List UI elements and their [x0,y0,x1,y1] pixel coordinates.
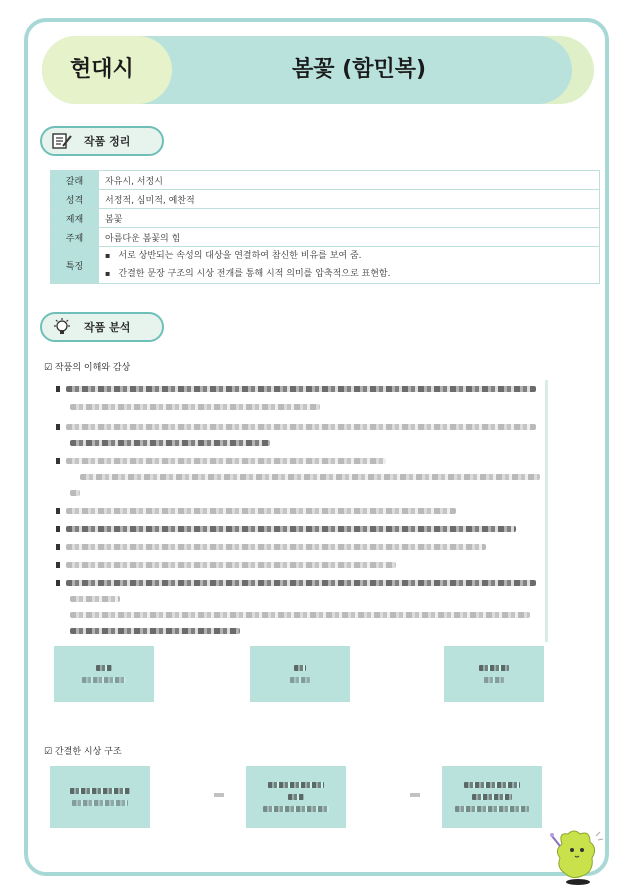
structure-box [246,766,346,828]
diagram-box [444,646,544,702]
obscured-line [56,402,542,412]
feature-item: ▪ 서로 상반되는 속성의 대상을 연결하여 참신한 비유를 보여 줌. [105,247,593,265]
obscured-line [56,488,542,498]
genre-label: 현대시 [70,57,134,82]
analysis-text-obscured [50,380,548,642]
diagram-box [250,646,350,702]
summary-table [50,170,600,284]
obscured-line [56,384,542,394]
obscured-line [56,542,542,552]
page-title: 봄꽃 (함민복) [292,57,427,82]
section-tab-summary [40,126,164,156]
structure-box [442,766,542,828]
section-tab-analysis [40,312,164,342]
table-row [51,171,600,190]
section-label-analysis: 작품 분석 [84,321,131,334]
obscured-line [56,610,542,620]
obscured-line [56,456,542,466]
page-frame [24,18,609,876]
diagram-box [54,646,154,702]
structure-diagram-obscured [50,766,550,828]
obscured-line [56,594,542,604]
subhead-structure: ☑ 간결한 시상 구조 [44,747,122,757]
green-mascot-icon [548,822,604,886]
subhead-understanding: ☑ 작품의 이해와 감상 [44,363,131,373]
analysis-diagram-obscured [50,646,550,702]
obscured-line [56,626,542,636]
table-row [51,228,600,247]
row-key: 제재 [51,209,99,228]
row-value: 자유시, 서정시 [99,171,600,190]
obscured-line [56,506,542,516]
row-key: 주제 [51,228,99,247]
row-value: 서정적, 심미적, 예찬적 [99,190,600,209]
row-value: 아름다운 봄꽃의 힘 [99,228,600,247]
obscured-line [56,560,542,570]
title-banner [42,36,594,104]
structure-box [50,766,150,828]
notepad-pencil-icon [52,132,72,150]
obscured-line [56,578,542,588]
feature-item: ▪ 간결한 문장 구조의 시상 전개를 통해 시적 의미를 압축적으로 표현함. [105,265,593,283]
arrow-icon [410,793,420,797]
row-value: 봄꽃 [99,209,600,228]
table-row-features [51,247,600,284]
obscured-line [56,524,542,534]
lightbulb-icon [52,318,72,336]
table-row [51,190,600,209]
obscured-line [56,438,542,448]
feature-list [99,247,600,284]
row-key: 갈래 [51,171,99,190]
obscured-line [56,422,542,432]
row-key: 성격 [51,190,99,209]
arrow-icon [214,793,224,797]
obscured-line [56,472,542,482]
section-label-summary: 작품 정리 [84,135,131,148]
table-row [51,209,600,228]
row-key: 특징 [51,247,99,284]
